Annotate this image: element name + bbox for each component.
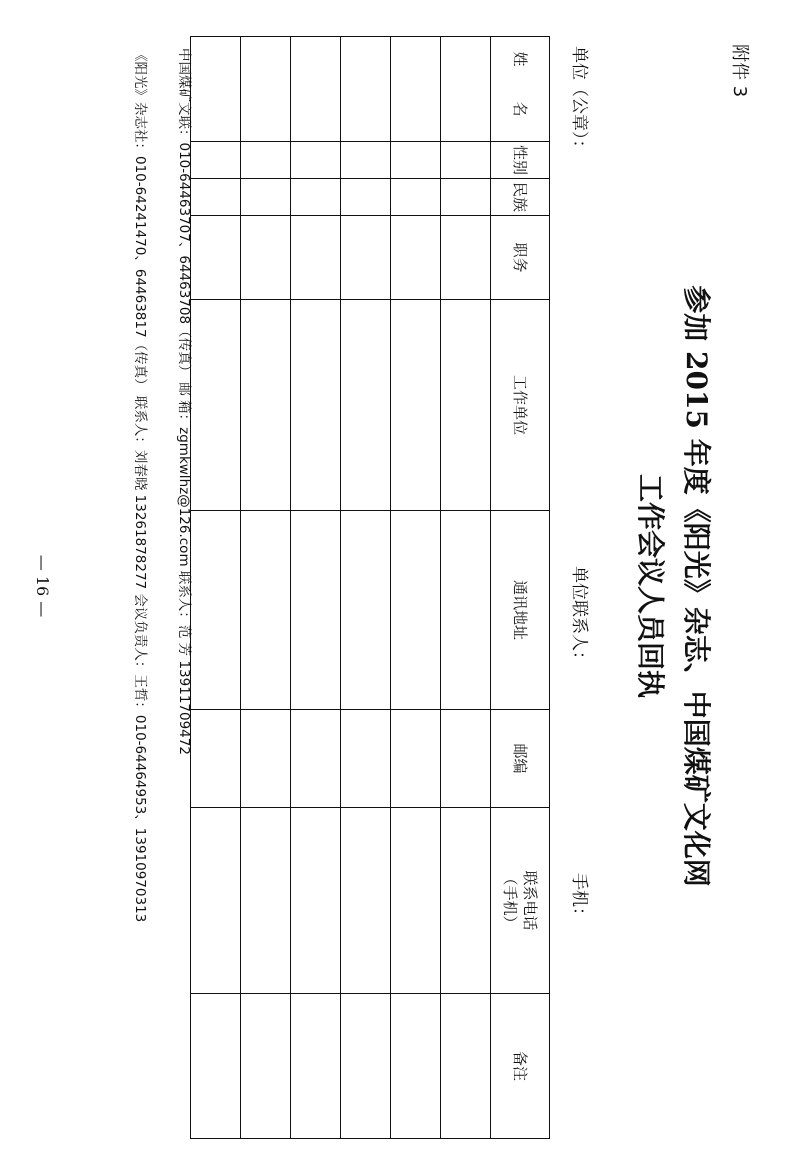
table-row (191, 37, 241, 1139)
mobile-field: 手机： (569, 873, 589, 924)
cell-remarks[interactable] (391, 994, 441, 1139)
footer-contact-line2: 《阳光》杂志社：010-64241470、64463817（传真） 联系人：刘春晓 13261878277 会议负责人：王哲：010-64464953、13910970313 (132, 48, 148, 923)
cell-postcode[interactable] (391, 710, 441, 808)
cell-remarks[interactable] (441, 994, 491, 1139)
col-address: 通讯地址 (491, 511, 550, 710)
cell-phone[interactable] (291, 808, 341, 994)
cell-position[interactable] (391, 216, 441, 300)
page-number: — 16 — (33, 554, 52, 618)
cell-position[interactable] (291, 216, 341, 300)
cell-position[interactable] (241, 216, 291, 300)
cell-name[interactable] (241, 37, 291, 142)
attendee-table (190, 36, 550, 1139)
cell-address[interactable] (391, 511, 441, 710)
cell-postcode[interactable] (291, 710, 341, 808)
cell-phone[interactable] (391, 808, 441, 994)
col-ethnicity: 民族 (491, 179, 550, 216)
form-title-line1: 参加 2015 年度《阳光》杂志、中国煤矿文化网 (680, 285, 713, 887)
cell-ethnicity[interactable] (291, 179, 341, 216)
table-row (441, 37, 491, 1139)
cell-name[interactable] (341, 37, 391, 142)
cell-work-unit[interactable] (191, 300, 241, 511)
cell-ethnicity[interactable] (341, 179, 391, 216)
cell-gender[interactable] (391, 142, 441, 179)
cell-address[interactable] (441, 511, 491, 710)
form-title-line2: 工作会议人员回执 (634, 473, 667, 698)
cell-work-unit[interactable] (241, 300, 291, 511)
cell-work-unit[interactable] (391, 300, 441, 511)
cell-address[interactable] (341, 511, 391, 710)
cell-address[interactable] (191, 511, 241, 710)
cell-postcode[interactable] (441, 710, 491, 808)
cell-gender[interactable] (341, 142, 391, 179)
cell-name[interactable] (441, 37, 491, 142)
cell-name[interactable] (291, 37, 341, 142)
cell-position[interactable] (191, 216, 241, 300)
cell-phone[interactable] (441, 808, 491, 994)
col-postcode: 邮编 (491, 710, 550, 808)
cell-work-unit[interactable] (341, 300, 391, 511)
cell-position[interactable] (441, 216, 491, 300)
cell-remarks[interactable] (191, 994, 241, 1139)
col-name: 姓 名 (491, 37, 550, 142)
cell-phone[interactable] (191, 808, 241, 994)
col-work-unit: 工作单位 (491, 300, 550, 511)
cell-work-unit[interactable] (441, 300, 491, 511)
cell-name[interactable] (391, 37, 441, 142)
cell-address[interactable] (241, 511, 291, 710)
table-row (241, 37, 291, 1139)
cell-ethnicity[interactable] (391, 179, 441, 216)
cell-gender[interactable] (241, 142, 291, 179)
cell-ethnicity[interactable] (241, 179, 291, 216)
cell-postcode[interactable] (191, 710, 241, 808)
attachment-label: 附件 3 (729, 44, 750, 98)
col-phone: 联系电话 （手机） (491, 808, 550, 994)
cell-gender[interactable] (291, 142, 341, 179)
cell-position[interactable] (341, 216, 391, 300)
cell-ethnicity[interactable] (191, 179, 241, 216)
col-position: 职务 (491, 216, 550, 300)
cell-postcode[interactable] (341, 710, 391, 808)
cell-phone[interactable] (241, 808, 291, 994)
table-row (341, 37, 391, 1139)
table-row (291, 37, 341, 1139)
cell-work-unit[interactable] (291, 300, 341, 511)
footer-contact-line1: 中国煤矿文联：010-64463707、64463708（传真） 邮 箱：zgmkwlhz@126.com 联系人：范 芳 13911709472 (176, 48, 192, 755)
cell-ethnicity[interactable] (441, 179, 491, 216)
col-remarks: 备注 (491, 994, 550, 1139)
cell-phone[interactable] (341, 808, 391, 994)
unit-contact-field: 单位联系人： (569, 566, 589, 668)
cell-gender[interactable] (441, 142, 491, 179)
cell-remarks[interactable] (341, 994, 391, 1139)
cell-remarks[interactable] (241, 994, 291, 1139)
cell-gender[interactable] (191, 142, 241, 179)
col-gender: 性别 (491, 142, 550, 179)
table-row (391, 37, 441, 1139)
cell-name[interactable] (191, 37, 241, 142)
cell-address[interactable] (291, 511, 341, 710)
unit-seal-field: 单位（公章）： (569, 46, 589, 157)
table-header-row (491, 37, 550, 1139)
cell-remarks[interactable] (291, 994, 341, 1139)
cell-postcode[interactable] (241, 710, 291, 808)
